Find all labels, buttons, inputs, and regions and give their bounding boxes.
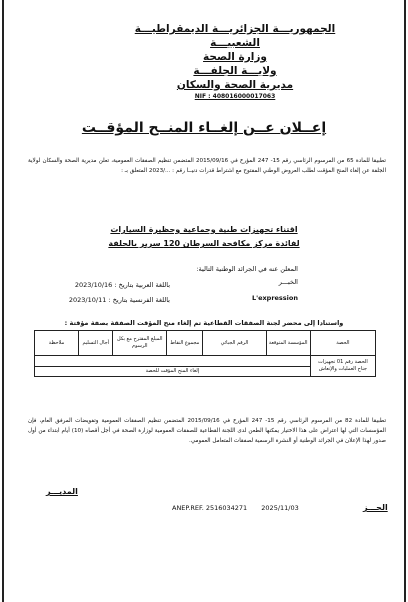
appeal-paragraph: تطبيقا للمادة 82 من المرسوم الرئاسي رقم 15- 247 المؤرخ في 2015/09/16 المتضمن تنظيم الصفقات العمومية وتفويضات المرفق العام، فإن المؤسسات التي لها اعتراض على هذا الاختيار يمكنها الطعن لدى اللجنة القطاعية للصفقات العمومية لوزارة الصحة في أجل أقصاه (10) أيام ابتداء من أول صدور لهذا الإعلان في الجرائد الوطنية أو النشرة الرسمية لصفقات المتعامل العمومي. — [28, 418, 387, 444]
lot-cell: الحصة رقم 01 تجهيزات جناح العمليات والإنعاش — [310, 356, 375, 377]
intro-paragraph: تطبيقا للمادة 65 من المرسوم الرئاسي رقم 15- 247 المؤرخ في 2015/09/16 المتضمن تنظيم الصفقات العمومية، تعلن مديرية الصحة والسكان لولاية الجلفة عن إلغاء المنح المؤقت لطلب العروض الوطني المفتوح مع اشتراط قدرات دنيــا رقم : .../2023 المتعلق بـ : — [28, 158, 386, 174]
date-label-2: بتاريخ : — [108, 296, 128, 304]
empty-cell — [35, 356, 311, 367]
country-name: الجمهوريـــة الجزائريـــة الديمقراطيـــة الشعبيـــة — [134, 23, 336, 49]
footer-mark: الحـــز — [363, 503, 388, 512]
date-1: 2023/10/16 — [74, 281, 113, 289]
language-2: باللغة الفرنسية — [129, 296, 170, 304]
footer — [172, 504, 311, 512]
col-company: المؤسسة المتوقعة — [266, 331, 310, 356]
publication-row-1 — [40, 281, 170, 289]
col-tax-number: الرقم الجبائي — [203, 331, 266, 356]
award-table — [34, 330, 376, 377]
col-remark: ملاحظة — [35, 331, 79, 356]
tax-id: NIF : 408016000017063 — [194, 93, 276, 100]
object-line-1: اقتناء تجهيزات طبية وجماعية وحظيرة السيارات — [110, 225, 298, 234]
right-border — [404, 0, 406, 602]
ministry-name: وزارة الصحة — [203, 51, 267, 63]
publication-intro: المعلن عنه في الجرائد الوطنية التالية: — [196, 265, 298, 273]
newspaper-2: L'expression — [251, 294, 298, 302]
director-signature: المديـــر — [46, 487, 78, 496]
object-line-2: لفائدة مركز مكافحة السرطان 120 سرير بالجلفة — [108, 239, 300, 248]
tender-object — [0, 223, 408, 251]
anep-reference: ANEP.REF. 2516034271 — [172, 504, 248, 512]
col-amount: المبلغ المقترح مع بكل الرسوم — [113, 331, 167, 356]
directorate-name: مديرية الصحة والسكان — [176, 79, 294, 91]
col-delivery: أجال التسليم — [79, 331, 113, 356]
col-points: مجموع النقاط — [167, 331, 203, 356]
declaration: واستنادا إلى محضر لجنة الصفقات القطاعية تم إلغاء منح المؤقت الصفقة بصفة مؤقتة : — [64, 319, 344, 327]
page-title: إعــلان عــن إلغــاء المنــح المؤقــت — [81, 120, 327, 136]
language-1: باللغة العربية — [135, 281, 170, 289]
date-label-1: بتاريخ : — [114, 281, 134, 289]
left-border — [2, 0, 4, 602]
letterhead — [110, 22, 360, 101]
col-lot: الحصة — [310, 331, 375, 356]
publication-row-2 — [40, 296, 170, 304]
table-header-row — [35, 331, 376, 356]
footer-date: 2025/11/03 — [261, 504, 299, 512]
table-row — [35, 356, 376, 367]
province-name: ولايـــة الجلفـــة — [193, 65, 277, 77]
date-2: 2023/10/11 — [68, 296, 107, 304]
newspaper-1: الخبـــر — [278, 278, 298, 286]
cancellation-cell: إلغاء المنح المؤقت للحصة — [35, 367, 311, 377]
